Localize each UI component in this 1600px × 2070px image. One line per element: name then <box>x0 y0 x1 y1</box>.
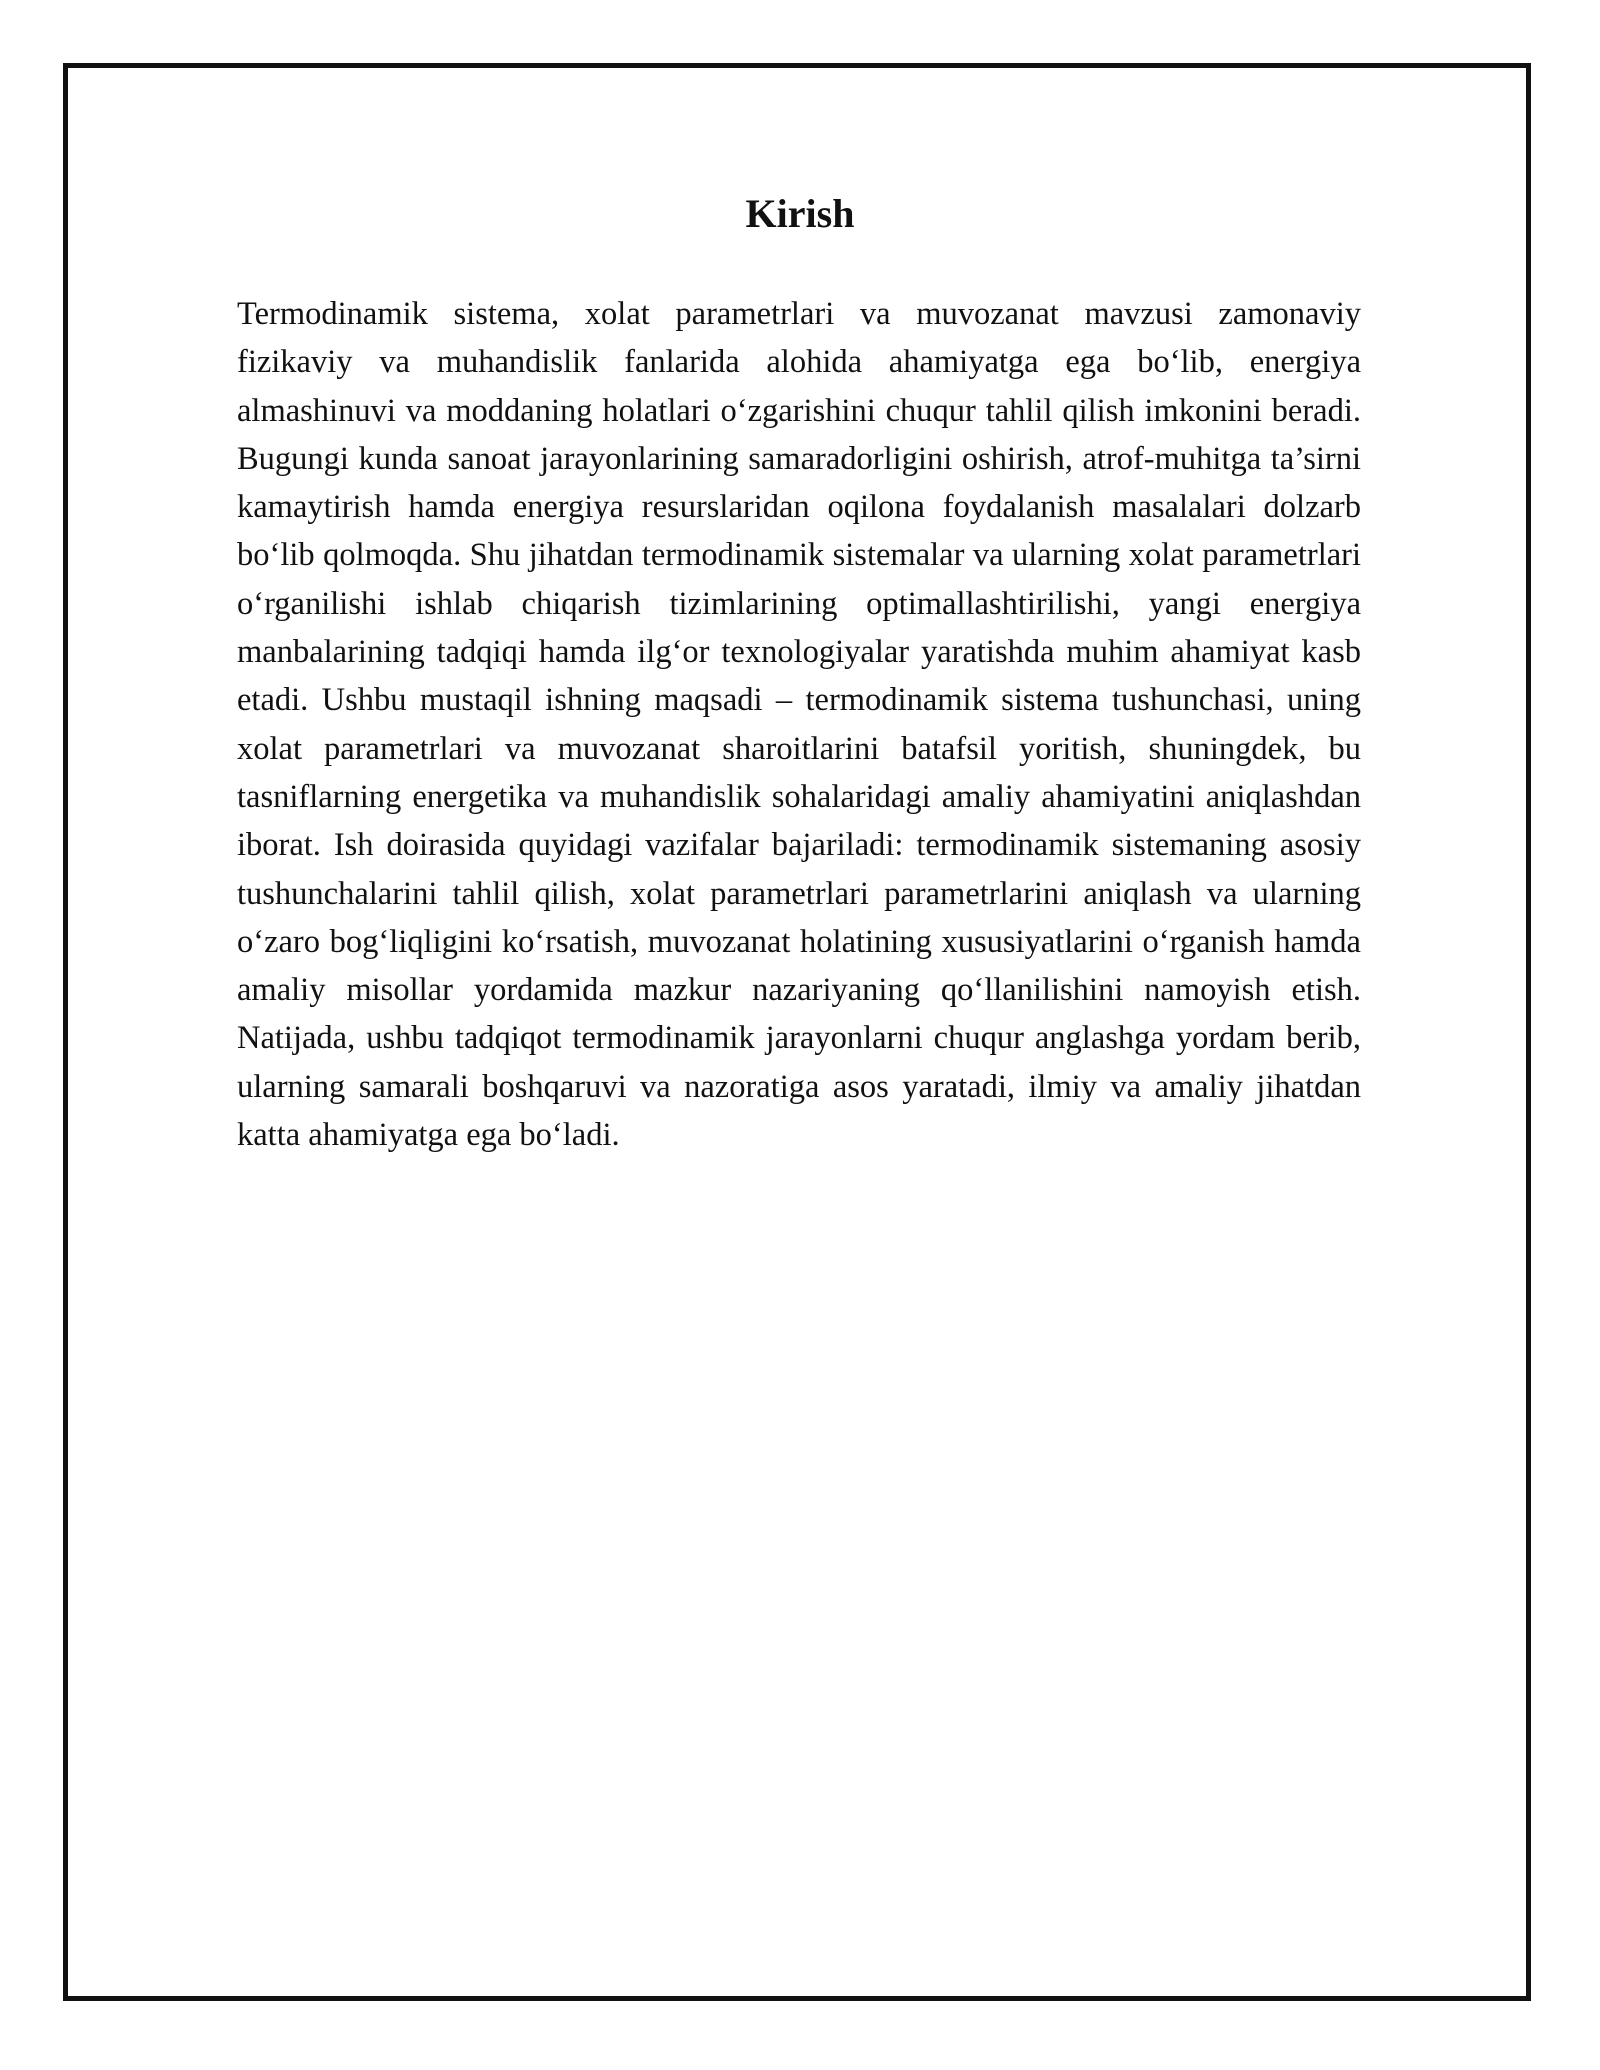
page-title: Kirish <box>745 191 855 236</box>
body-paragraph: Termodinamik sistema, xolat parametrlari va muvozanat mavzusi zamonaviy fizikaviy va muhandislik fanlarida alohida ahamiyatga ega bo‘lib, energiya almashinuvi va moddaning holatlari o‘zgarishini chuqur tahlil qilish imkonini beradi. Bugungi kunda sanoat jarayonlarining samaradorligini oshirish, atrof-muhitga ta’sirni kamaytirish hamda energiya resurslaridan oqilona foydalanish masalalari dolzarb bo‘lib qolmoqda. Shu jihatdan termodinamik sistemalar va ularning xolat parametrlari o‘rganilishi ishlab chiqarish tizimlarining optimallashtirilishi, yangi energiya manbalarining tadqiqi hamda ilg‘or texnologiyalar yaratishda muhim ahamiyat kasb etadi. Ushbu mustaqil ishning maqsadi – termodinamik sistema tushunchasi, uning xolat parametrlari va muvozanat sharoitlarini batafsil yoritish, shuningdek, bu tasniflarning energetika va muhandislik sohalaridagi amaliy ahamiyatini aniqlashdan iborat. Ish doirasida quyidagi vazifalar bajariladi: termodinamik sistemaning asosiy tushunchalarini tahlil qilish, xolat parametrlari parametrlarini aniqlash va ularning o‘zaro bog‘liqligini ko‘rsatish, muvozanat holatining xususiyatlarini o‘rganish hamda amaliy misollar yordamida mazkur nazariyaning qo‘llanilishini namoyish etish. Natijada, ushbu tadqiqot termodinamik jarayonlarni chuqur anglashga yordam berib, ularning samarali boshqaruvi va nazoratiga asos yaratadi, ilmiy va amaliy jihatdan katta ahamiyatga ega bo‘ladi. <box>237 296 1361 1154</box>
